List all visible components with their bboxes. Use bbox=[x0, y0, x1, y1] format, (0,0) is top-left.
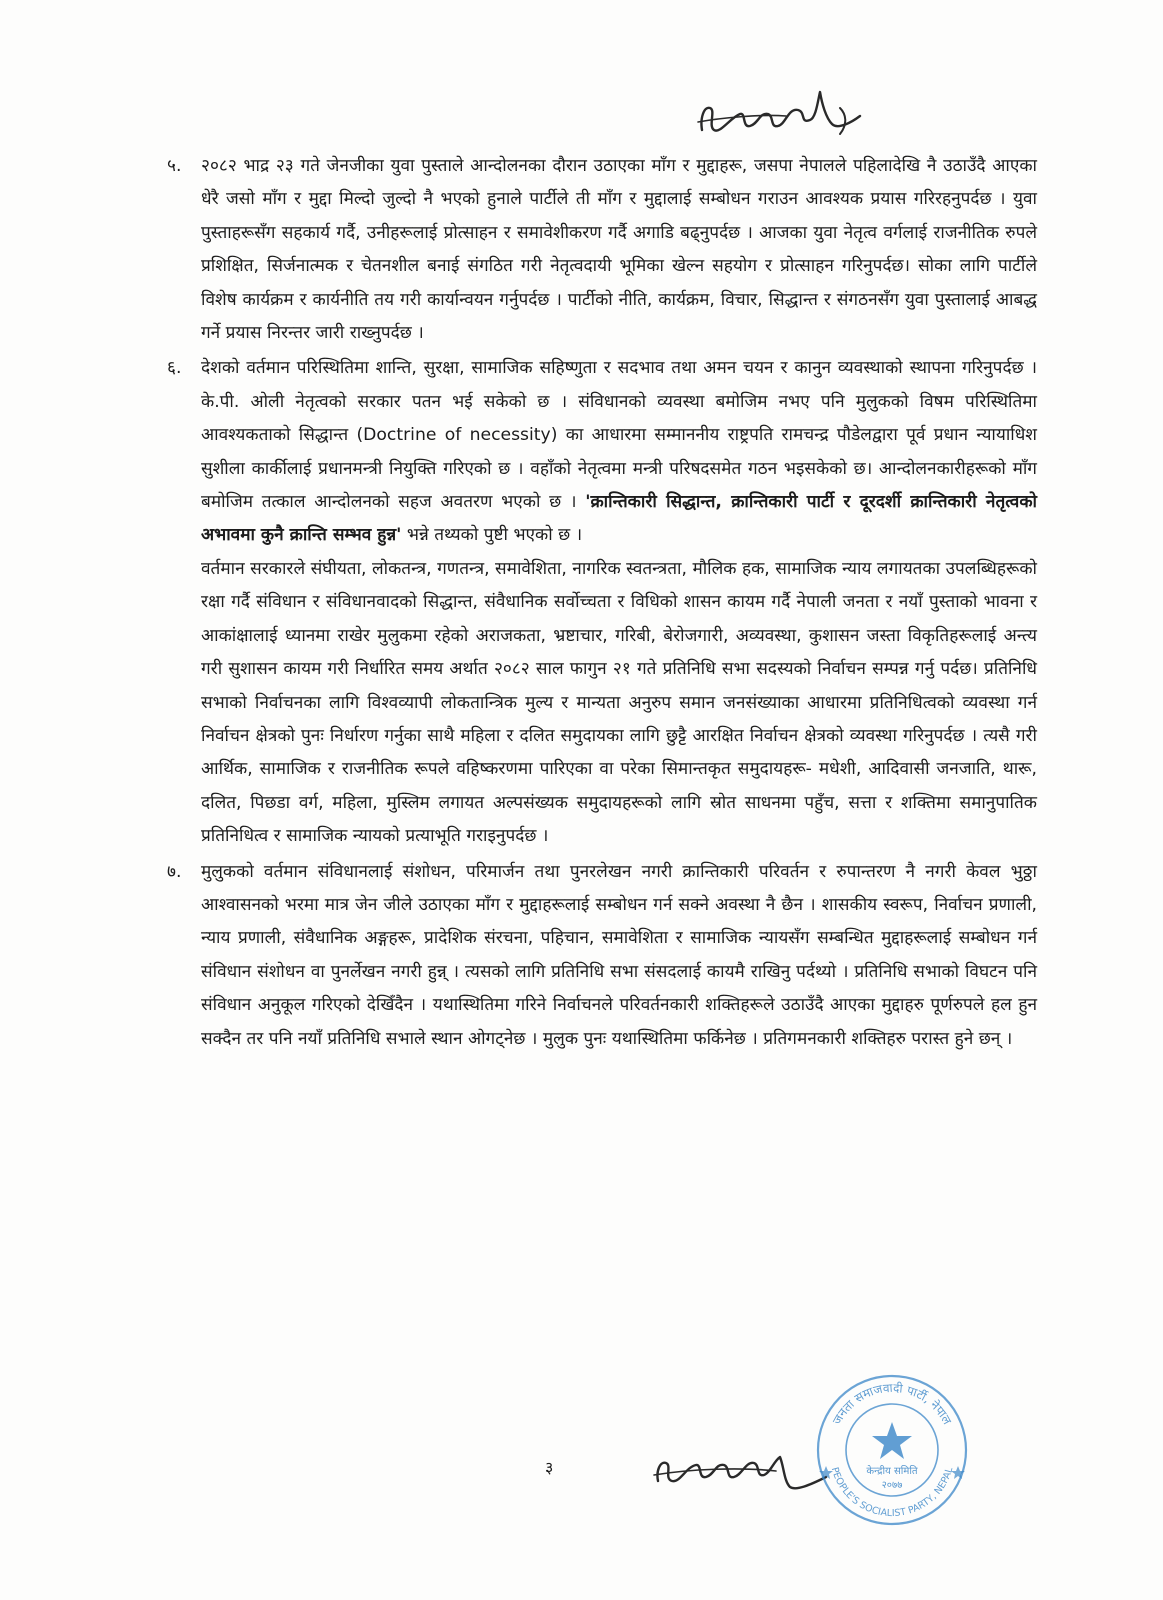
section-number: ७. bbox=[167, 861, 182, 882]
star-icon bbox=[872, 1422, 912, 1459]
seal-center-text: केन्द्रीय समिति bbox=[866, 1466, 918, 1477]
party-seal bbox=[812, 1370, 972, 1530]
paragraph bbox=[201, 352, 1037, 552]
signature-top bbox=[690, 78, 880, 153]
seal-top-text: जनता समाजवादी पार्टी, नेपाल bbox=[829, 1380, 955, 1427]
paragraph-tail: भन्ने तथ्यको पुष्टी भएको छ । bbox=[406, 525, 583, 546]
seal-year: २०७७ bbox=[881, 1480, 903, 1491]
section-number: ६. bbox=[167, 358, 182, 379]
paragraph: २०८२ भाद्र २३ गते जेनजीका युवा पुस्ताले आन्दोलनका दौरान उठाएका माँग र मुद्दाहरू, जसपा नेपालले पहिलादेखि नै उठाउँदै आएका धेरै जसो माँग र मुद्दा मिल्दो जुल्दो नै भएको हुनाले पार्टीले ती माँग र मुद्दालाई सम्बोधन गराउन आवश्यक प्रयास गरिरहनुपर्दछ । युवा पुस्ताहरूसँग सहकार्य गर्दै, उनीहरूलाई प्रोत्साहन र समावेशीकरण गर्दै अगाडि बढ्नुपर्दछ । आजका युवा नेतृत्व वर्गलाई राजनीतिक रुपले प्रशिक्षित, सिर्जनात्मक र चेतनशील बनाई संगठित गरी नेतृत्वदायी भूमिका खेल्न सहयोग र प्रोत्साहन गरिनुपर्दछ। सोका लागि पार्टीले विशेष कार्यक्रम र कार्यनीति तय गरी कार्यान्वयन गर्नुपर्दछ । पार्टीको नीति, कार्यक्रम, विचार, सिद्धान्त र संगठनसँग युवा पुस्तालाई आबद्ध गर्ने प्रयास निरन्तर जारी राख्नुपर्दछ । bbox=[201, 156, 1037, 344]
bold-quote: 'क्रान्तिकारी सिद्धान्त, क्रान्तिकारी पार्टी र दूरदर्शी क्रान्तिकारी नेतृत्वको अभावमा कुनै क्रान्ति सम्भव हुन्न' bbox=[201, 492, 1038, 546]
seal-bottom-text: PEOPLE'S SOCIALIST PARTY, NEPAL bbox=[828, 1466, 956, 1520]
section-item bbox=[167, 856, 1037, 1056]
section-number: ५. bbox=[167, 156, 182, 176]
section-item bbox=[167, 150, 1037, 350]
paragraph: मुलुकको वर्तमान संविधानलाई संशोधन, परिमार्जन तथा पुनरलेखन नगरी क्रान्तिकारी परिवर्तन र रुपान्तरण नै नगरी केवल भुठ्ठा आश्वासनको भरमा मात्र जेन जीले उठाएका माँग र मुद्दाहरूलाई सम्बोधन गर्न सक्ने अवस्था नै छैन । शासकीय स्वरूप, निर्वाचन प्रणाली, न्याय प्रणाली, संवैधानिक अङ्गहरू, प्रादेशिक संरचना, पहिचान, समावेशिता र सामाजिक न्यायसँग सम्बन्धित मुद्दाहरूलाई सम्बोधन गर्न संविधान संशोधन वा पुनर्लेखन नगरी हुन्न् । त्यसको लागि प्रतिनिधि सभा संसदलाई कायमै राखिनु पर्दथ्यो । प्रतिनिधि सभाको विघटन पनि संविधान अनुकूल गरिएको देखिँदैन । यथास्थितिमा गरिने निर्वाचनले परिवर्तनकारी शक्तिहरूले उठाउँदै आएका मुद्दाहरु पूर्णरुपले हल हुन सक्दैन तर पनि नयाँ प्रतिनिधि सभाले स्थान ओगट्नेछ । मुलुक पुनः यथास्थितिमा फर्किनेछ । प्रतिगमनकारी शक्तिहरु परास्त हुने छन् । bbox=[201, 861, 1037, 1049]
page-number: ३ bbox=[545, 1458, 554, 1477]
section-item bbox=[167, 352, 1037, 853]
paragraph: वर्तमान सरकारले संघीयता, लोकतन्त्र, गणतन्त्र, समावेशिता, नागरिक स्वतन्त्रता, मौलिक हक, सामाजिक न्याय लगायतका उपलब्धिहरूको रक्षा गर्दै संविधान र संविधानवादको सिद्धान्त, संवैधानिक सर्वोच्चता र विधिको शासन कायम गर्दै नेपाली जनता र नयाँ पुस्ताको भावना र आकांक्षालाई ध्यानमा राखेर मुलुकमा रहेको अराजकता, भ्रष्टाचार, गरिबी, बेरोजगारी, अव्यवस्था, कुशासन जस्ता विकृतिहरूलाई अन्त्य गरी सुशासन कायम गरी निर्धारित समय अर्थात २०८२ साल फागुन २१ गते प्रतिनिधि सभा सदस्यको निर्वाचन सम्पन्न गर्नु पर्दछ। प्रतिनिधि सभाको निर्वाचनका लागि विश्वव्यापी लोकतान्त्रिक मुल्य र मान्यता अनुरुप समान जनसंख्याका आधारमा प्रतिनिधित्वको व्यवस्था गर्न निर्वाचन क्षेत्रको पुनः निर्धारण गर्नुका साथै महिला र दलित समुदायका लागि छुट्टै आरक्षित निर्वाचन क्षेत्रको व्यवस्था गरिनुपर्दछ । त्यसै गरी आर्थिक, सामाजिक र राजनीतिक रूपले वहिष्करणमा पारिएका वा परेका सिमान्तकृत समुदायहरू- मधेशी, आदिवासी जनजाति, थारू, दलित, पिछडा वर्ग, महिला, मुस्लिम लगायत अल्पसंख्यक समुदायहरूको लागि स्रोत साधनमा पहुँच, सत्ता र शक्तिमा समानुपातिक प्रतिनिधित्व र सामाजिक न्यायको प्रत्याभूति गराइनुपर्दछ । bbox=[201, 558, 1037, 847]
document-body bbox=[167, 150, 1037, 1056]
paragraph-lead: देशको वर्तमान परिस्थितिमा शान्ति, सुरक्षा, सामाजिक सहिष्णुता र सदभाव तथा अमन चयन र कानुन व्यवस्थाको स्थापना गरिनुपर्दछ । के.पी. ओली नेतृत्वको सरकार पतन भई सकेको छ । संविधानको व्यवस्था बमोजिम नभए पनि मुलुकको विषम परिस्थितिमा आवश्यकताको सिद्धान्त (Doctrine of necessity) का आधारमा सम्माननीय राष्ट्रपति रामचन्द्र पौडेलद्वारा पूर्व प्रधान न्यायाधिश सुशीला कार्कीलाई प्रधानमन्त्री नियुक्ति गरिएको छ । वहाँको नेतृत्वमा मन्त्री परिषदसमेत गठन भइसकेको छ। आन्दोलनकारीहरूको माँग बमोजिम तत्काल आन्दोलनको सहज अवतरण भएको छ । bbox=[201, 358, 1037, 513]
